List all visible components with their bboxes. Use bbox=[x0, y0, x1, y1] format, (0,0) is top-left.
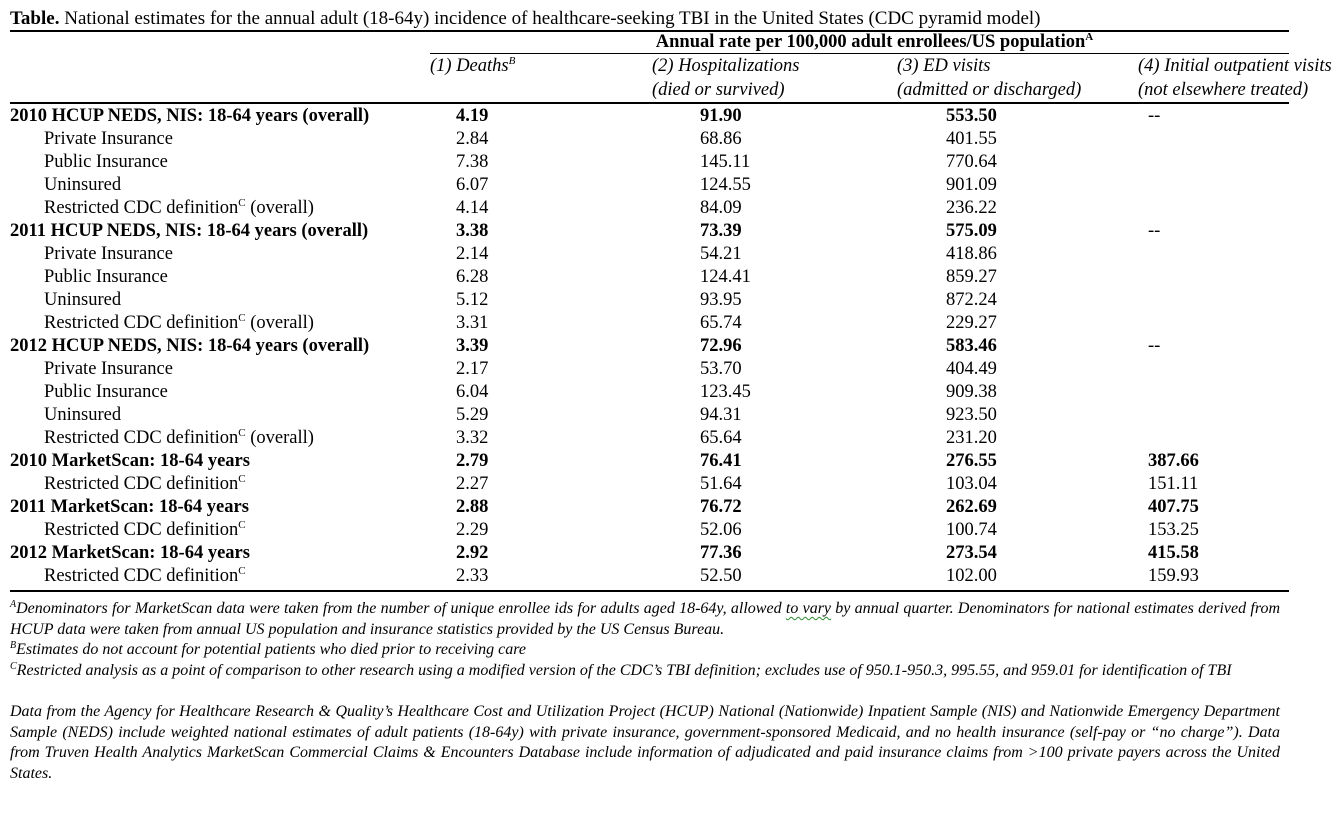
row-label-text: Restricted CDC definition bbox=[44, 428, 239, 448]
cell-hospitalizations: 91.90 bbox=[700, 106, 742, 126]
table-group-row bbox=[10, 220, 1289, 243]
table-row bbox=[10, 174, 1289, 197]
cell-deaths: 2.17 bbox=[456, 359, 489, 379]
cell-outpatient-visits: -- bbox=[1148, 106, 1161, 126]
row-label-footnote-mark: C bbox=[238, 197, 246, 209]
row-label bbox=[10, 542, 430, 565]
row-label bbox=[10, 174, 430, 197]
cell-ed-visits: 575.09 bbox=[946, 221, 997, 241]
cell-deaths: 3.31 bbox=[456, 313, 489, 333]
row-label-text: 2011 MarketScan: 18-64 years bbox=[10, 497, 249, 517]
cell-hospitalizations: 76.41 bbox=[700, 451, 742, 471]
footnote-a-text-end: by annual quarter. Denominators for national estimates derived from HCUP data were taken from annual US population and insurance statistics provided by the US Census Bureau. bbox=[10, 600, 1281, 638]
cell-ed-visits: 859.27 bbox=[946, 267, 997, 287]
header-blank-cell bbox=[10, 31, 430, 54]
cell-hospitalizations: 52.50 bbox=[540, 565, 825, 591]
cell-hospitalizations: 94.31 bbox=[700, 405, 742, 425]
row-label-text: Public Insurance bbox=[44, 152, 168, 172]
footnote-c-text: Restricted analysis as a point of comparison to other research using a modified version of the CDC’s TBI definition; excludes use of 950.1-950.3, 995.55, and 959.01 for identification of TBI bbox=[16, 661, 1232, 679]
cell-hospitalizations: 54.21 bbox=[700, 244, 742, 264]
table-group-row bbox=[10, 335, 1289, 358]
table-row bbox=[10, 381, 1289, 404]
cell-ed-visits: 872.24 bbox=[946, 290, 997, 310]
notes-spacer bbox=[10, 681, 1280, 702]
cell-hospitalizations: 68.86 bbox=[700, 129, 742, 149]
cell-outpatient-visits bbox=[1054, 289, 1289, 312]
cell-outpatient-visits bbox=[1054, 151, 1289, 174]
row-label-footnote-mark: C bbox=[238, 473, 246, 485]
row-label bbox=[10, 335, 430, 358]
row-label-text: Restricted CDC definition bbox=[44, 313, 239, 333]
cell-hospitalizations: 51.64 bbox=[700, 474, 742, 494]
row-label bbox=[10, 358, 430, 381]
data-source-note: Data from the Agency for Healthcare Research & Quality’s Healthcare Cost and Utilization Project (HCUP) National (Nationwide) Inpatient Sample (NIS) and Nationwide Emergency Department Sample (NEDS) include weighted national estimates of adult patients (18-64y) with private insurance, government-sponsored Medicaid, and no health insurance (self-pay or “no charge”). Data from Truven Health Analytics MarketScan Commercial Claims & Encounters Database include information of adjudicated and paid insurance claims from >100 private payers across the United States. bbox=[10, 703, 1280, 782]
table-row bbox=[10, 565, 1289, 591]
footnote-a-text-start: Denominators for MarketScan data were taken from the number of unique enrollee ids for adults aged 18-64y, allowed bbox=[16, 600, 786, 617]
superhead-text: Annual rate per 100,000 adult enrollees/US population bbox=[655, 32, 1086, 52]
row-label bbox=[10, 103, 430, 128]
row-label-suffix: (overall) bbox=[245, 428, 314, 448]
cell-hospitalizations: 124.55 bbox=[700, 175, 751, 195]
row-label-suffix: (overall) bbox=[245, 198, 314, 218]
cell-ed-visits: 909.38 bbox=[946, 382, 997, 402]
row-label-text: Private Insurance bbox=[44, 129, 173, 149]
cell-deaths: 2.79 bbox=[456, 451, 489, 471]
row-label bbox=[10, 427, 430, 450]
row-label-footnote-mark: C bbox=[238, 312, 246, 324]
cell-outpatient-visits: 151.11 bbox=[1148, 474, 1199, 494]
cell-ed-visits: 583.46 bbox=[946, 336, 997, 356]
cell-deaths: 2.14 bbox=[456, 244, 489, 264]
row-label-text: Public Insurance bbox=[44, 267, 168, 287]
superhead-footnote-mark: A bbox=[1085, 31, 1094, 43]
row-label bbox=[10, 197, 430, 220]
cell-hospitalizations: 77.36 bbox=[700, 543, 742, 563]
cell-outpatient-visits bbox=[1054, 312, 1289, 335]
row-label-text: Public Insurance bbox=[44, 382, 168, 402]
row-label bbox=[10, 151, 430, 174]
column-header-deaths-line2 bbox=[430, 78, 466, 102]
row-label-suffix: (overall) bbox=[245, 313, 314, 333]
cell-hospitalizations: 123.45 bbox=[700, 382, 751, 402]
column-header-hospitalizations bbox=[540, 54, 825, 104]
footnote-a bbox=[10, 599, 1280, 640]
column-header-outpatient-visits bbox=[1054, 54, 1332, 104]
cell-hospitalizations: 76.72 bbox=[700, 497, 742, 517]
table-group-row bbox=[10, 496, 1289, 519]
cell-deaths: 2.92 bbox=[456, 543, 489, 563]
cell-deaths: 3.38 bbox=[456, 221, 489, 241]
row-label-text: Private Insurance bbox=[44, 244, 173, 264]
cell-ed-visits: 262.69 bbox=[946, 497, 997, 517]
cell-deaths: 2.29 bbox=[456, 520, 489, 540]
cell-ed-visits: 102.00 bbox=[825, 565, 1054, 591]
cell-ed-visits: 273.54 bbox=[946, 543, 997, 563]
cell-ed-visits: 236.22 bbox=[946, 198, 997, 218]
column-header-deaths-footnote-mark: B bbox=[508, 55, 516, 67]
row-label-text: Restricted CDC definition bbox=[44, 566, 239, 586]
table-row bbox=[10, 151, 1289, 174]
column-header-deaths-text: (1) Deaths bbox=[430, 56, 509, 76]
table-caption bbox=[10, 8, 1290, 30]
row-label-text: 2012 HCUP NEDS, NIS: 18-64 years (overall) bbox=[10, 336, 370, 356]
caption-text: National estimates for the annual adult (18-64y) incidence of healthcare-seeking TBI in the United States (CDC pyramid model) bbox=[64, 8, 1041, 29]
cell-ed-visits: 231.20 bbox=[946, 428, 997, 448]
cell-hospitalizations: 84.09 bbox=[700, 198, 742, 218]
cell-outpatient-visits bbox=[1054, 174, 1289, 197]
row-label-text: Uninsured bbox=[44, 405, 122, 425]
row-label bbox=[10, 128, 430, 151]
footnote-c bbox=[10, 661, 1280, 682]
row-label-text: Uninsured bbox=[44, 290, 122, 310]
cell-outpatient-visits bbox=[1054, 243, 1289, 266]
table-row bbox=[10, 427, 1289, 450]
row-label bbox=[10, 312, 430, 335]
row-label-text: 2010 MarketScan: 18-64 years bbox=[10, 451, 250, 471]
cell-outpatient-visits: 159.93 bbox=[1054, 565, 1289, 591]
cell-hospitalizations: 65.74 bbox=[700, 313, 742, 333]
row-label bbox=[10, 473, 430, 496]
cell-hospitalizations: 73.39 bbox=[700, 221, 742, 241]
column-header-hospitalizations-line2: (died or survived) bbox=[652, 80, 785, 100]
cell-ed-visits: 100.74 bbox=[946, 520, 997, 540]
cell-hospitalizations: 145.11 bbox=[700, 152, 751, 172]
cell-deaths: 4.19 bbox=[456, 106, 489, 126]
cell-ed-visits: 923.50 bbox=[946, 405, 997, 425]
table-row bbox=[10, 243, 1289, 266]
table-group-row bbox=[10, 450, 1289, 473]
table-row bbox=[10, 473, 1289, 496]
row-label bbox=[10, 450, 430, 473]
column-header-hospitalizations-line1: (2) Hospitalizations bbox=[652, 56, 800, 76]
header-superhead bbox=[430, 31, 1289, 54]
table-group-row bbox=[10, 542, 1289, 565]
row-label bbox=[10, 289, 430, 312]
cell-deaths: 4.14 bbox=[456, 198, 489, 218]
cell-ed-visits: 901.09 bbox=[946, 175, 997, 195]
row-label-text: Restricted CDC definition bbox=[44, 520, 239, 540]
table-row bbox=[10, 197, 1289, 220]
column-header-ed-visits-line2: (admitted or discharged) bbox=[897, 80, 1082, 100]
table-row bbox=[10, 289, 1289, 312]
cell-outpatient-visits: 407.75 bbox=[1148, 497, 1199, 517]
cell-outpatient-visits: 415.58 bbox=[1148, 543, 1199, 563]
row-label-text: 2012 MarketScan: 18-64 years bbox=[10, 543, 250, 563]
estimates-table bbox=[10, 30, 1332, 592]
cell-ed-visits: 418.86 bbox=[946, 244, 997, 264]
cell-ed-visits: 553.50 bbox=[946, 106, 997, 126]
cell-outpatient-visits bbox=[1054, 197, 1289, 220]
cell-hospitalizations: 72.96 bbox=[700, 336, 742, 356]
table-row bbox=[10, 519, 1289, 542]
column-header-deaths bbox=[430, 54, 540, 104]
cell-ed-visits: 229.27 bbox=[946, 313, 997, 333]
table-row bbox=[10, 312, 1289, 335]
cell-hospitalizations: 93.95 bbox=[700, 290, 742, 310]
row-label bbox=[10, 266, 430, 289]
cell-outpatient-visits: 153.25 bbox=[1148, 520, 1199, 540]
cell-outpatient-visits bbox=[1054, 358, 1289, 381]
cell-deaths: 6.07 bbox=[456, 175, 489, 195]
footnote-a-spellcheck-word: to vary bbox=[785, 600, 832, 617]
table-row bbox=[10, 358, 1289, 381]
cell-outpatient-visits: -- bbox=[1148, 221, 1161, 241]
header-label-cell bbox=[10, 54, 430, 104]
cell-deaths: 3.32 bbox=[456, 428, 489, 448]
cell-hospitalizations: 52.06 bbox=[700, 520, 742, 540]
cell-outpatient-visits: -- bbox=[1148, 336, 1161, 356]
table-notes bbox=[10, 599, 1280, 784]
cell-deaths: 2.27 bbox=[456, 474, 489, 494]
table-row bbox=[10, 128, 1289, 151]
row-label bbox=[10, 496, 430, 519]
cell-ed-visits: 103.04 bbox=[946, 474, 997, 494]
cell-deaths: 5.29 bbox=[456, 405, 489, 425]
cell-hospitalizations: 53.70 bbox=[700, 359, 742, 379]
row-label bbox=[10, 565, 430, 591]
cell-deaths: 5.12 bbox=[456, 290, 489, 310]
cell-outpatient-visits bbox=[1054, 427, 1289, 450]
row-label-footnote-mark: C bbox=[238, 427, 246, 439]
cell-deaths: 6.04 bbox=[456, 382, 489, 402]
row-label bbox=[10, 243, 430, 266]
column-header-ed-visits bbox=[825, 54, 1082, 104]
row-label-text: 2010 HCUP NEDS, NIS: 18-64 years (overall) bbox=[10, 106, 370, 126]
column-header-ed-visits-line1: (3) ED visits bbox=[897, 56, 991, 76]
row-label-text: 2011 HCUP NEDS, NIS: 18-64 years (overall) bbox=[10, 221, 369, 241]
cell-deaths: 2.33 bbox=[430, 565, 540, 591]
cell-outpatient-visits bbox=[1054, 404, 1289, 427]
footnote-c-mark: C bbox=[10, 660, 17, 672]
row-label bbox=[10, 220, 430, 243]
row-label-footnote-mark: C bbox=[238, 519, 246, 531]
cell-deaths: 2.84 bbox=[456, 129, 489, 149]
cell-outpatient-visits bbox=[1054, 381, 1289, 404]
table-row bbox=[10, 404, 1289, 427]
cell-deaths: 7.38 bbox=[456, 152, 489, 172]
row-label-text: Uninsured bbox=[44, 175, 122, 195]
row-label bbox=[10, 404, 430, 427]
cell-hospitalizations: 65.64 bbox=[700, 428, 742, 448]
cell-outpatient-visits bbox=[1054, 266, 1289, 289]
cell-ed-visits: 404.49 bbox=[946, 359, 997, 379]
row-label bbox=[10, 381, 430, 404]
row-label bbox=[10, 519, 430, 542]
cell-ed-visits: 276.55 bbox=[946, 451, 997, 471]
cell-deaths: 2.88 bbox=[456, 497, 489, 517]
row-label-text: Private Insurance bbox=[44, 359, 173, 379]
cell-outpatient-visits bbox=[1054, 128, 1289, 151]
footnote-b-text: Estimates do not account for potential patients who died prior to receiving care bbox=[16, 641, 526, 658]
column-header-outpatient-visits-line2: (not elsewhere treated) bbox=[1138, 80, 1309, 100]
cell-outpatient-visits: 387.66 bbox=[1148, 451, 1199, 471]
cell-ed-visits: 401.55 bbox=[946, 129, 997, 149]
cell-deaths: 3.39 bbox=[456, 336, 489, 356]
cell-deaths: 6.28 bbox=[456, 267, 489, 287]
table-row bbox=[10, 266, 1289, 289]
footnote-b bbox=[10, 640, 1280, 661]
footnote-b-mark: B bbox=[10, 640, 17, 651]
cell-hospitalizations: 124.41 bbox=[700, 267, 751, 287]
row-label-footnote-mark: C bbox=[238, 565, 246, 577]
caption-label: Table. bbox=[10, 8, 60, 29]
row-label-text: Restricted CDC definition bbox=[44, 474, 239, 494]
cell-ed-visits: 770.64 bbox=[946, 152, 997, 172]
table-body bbox=[10, 103, 1289, 591]
footnote-a-mark: A bbox=[10, 599, 17, 610]
table-group-row bbox=[10, 103, 1289, 128]
column-header-outpatient-visits-line1: (4) Initial outpatient visits bbox=[1138, 56, 1332, 76]
row-label-text: Restricted CDC definition bbox=[44, 198, 239, 218]
table-header bbox=[10, 31, 1332, 103]
